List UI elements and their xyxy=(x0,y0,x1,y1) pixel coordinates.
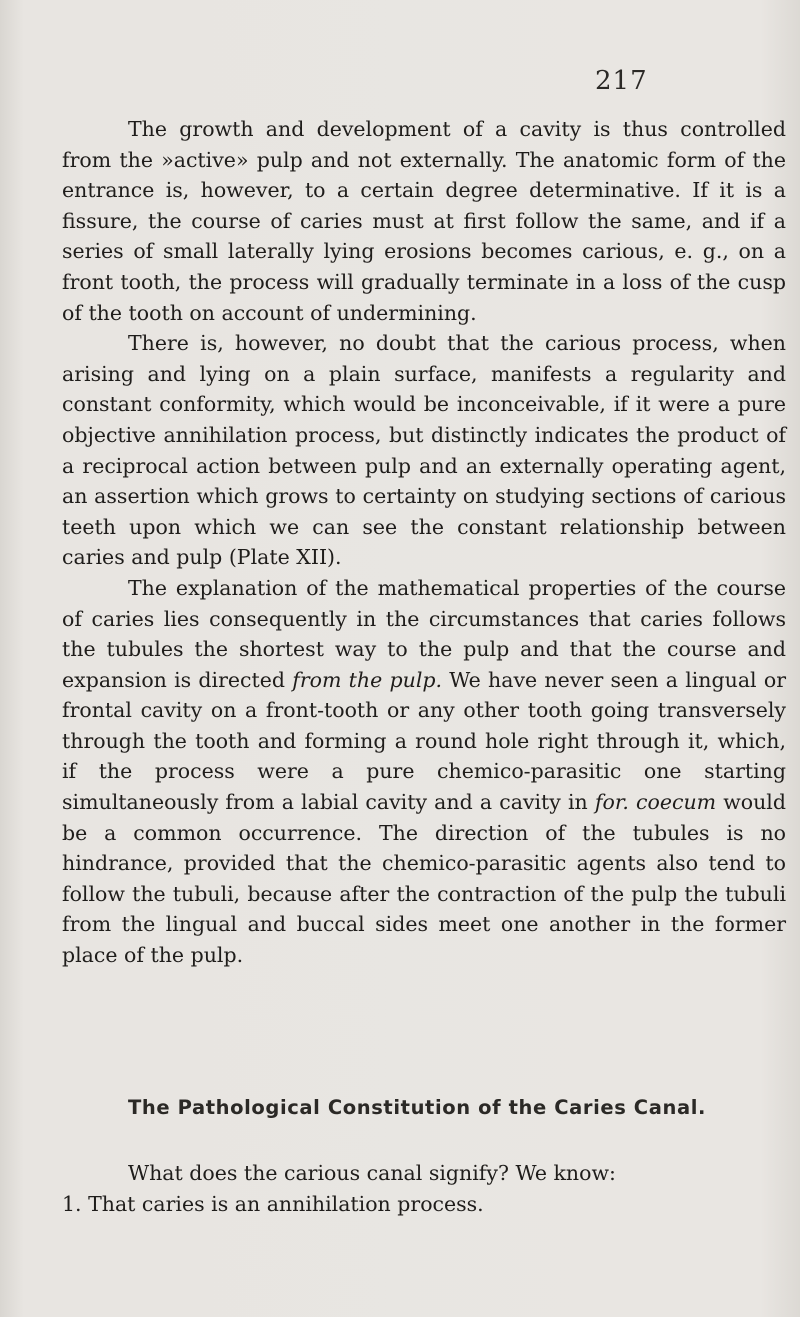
paragraph-text-segment: would be a common occurrence. The direction of the tubules is no hindrance, provided that the chemico-parasitic agents also tend to follow the tubuli, because after the contraction of the pulp the tubuli from the lingual and buccal sides meet one another in the former place of the pulp. xyxy=(62,790,786,968)
paragraph-mathematical-properties xyxy=(62,573,786,971)
paragraph-text-segment: The explanation of the mathematical properties of the course of caries lies consequently in the circumstances that caries follows the tubules the shortest way to the pulp and that the course and expansion is directed xyxy=(62,575,786,692)
closing-text xyxy=(62,1158,786,1219)
paragraph-cavity-growth: The growth and development of a cavity is thus controlled from the »active» pulp and not externally. The anatomic form of the entrance is, however, to a certain degree determinative. If it is a fissure, the course of caries must at first follow the same, and if a series of small laterally lying erosions becomes carious, e. g., on a front tooth, the process will gradually terminate in a loss of the cusp of the tooth on account of undermining. xyxy=(62,117,786,325)
section-heading: The Pathological Constitution of the Caries Canal. xyxy=(128,1096,706,1119)
italic-phrase: for. coecum xyxy=(594,790,717,815)
paragraph-text-segment: We have never seen a lingual or frontal cavity on a front-tooth or any other tooth going transversely through the tooth and forming a round hole right through it, which, if the process were a pure chemico-parasitic one starting simultaneously from a labial cavity and a cavity in xyxy=(62,667,787,815)
body-text xyxy=(62,114,786,971)
numbered-item: 1. That caries is an annihilation process. xyxy=(62,1191,484,1216)
italic-phrase: from the pulp. xyxy=(292,667,443,692)
paragraph-carious-process: There is, however, no doubt that the carious process, when arising and lying on a plain surface, manifests a regularity and constant conformity, which would be inconceivable, if it were a pure objective annihilation process, but distinctly indicates the product of a reciprocal action between pulp and an externally operating agent, an assertion which grows to certainty on studying sections of carious teeth upon which we can see the constant relationship between caries and pulp (Plate XII). xyxy=(62,331,786,570)
closing-question: What does the carious canal signify? We know: xyxy=(128,1161,616,1185)
page-number: 217 xyxy=(595,66,648,96)
